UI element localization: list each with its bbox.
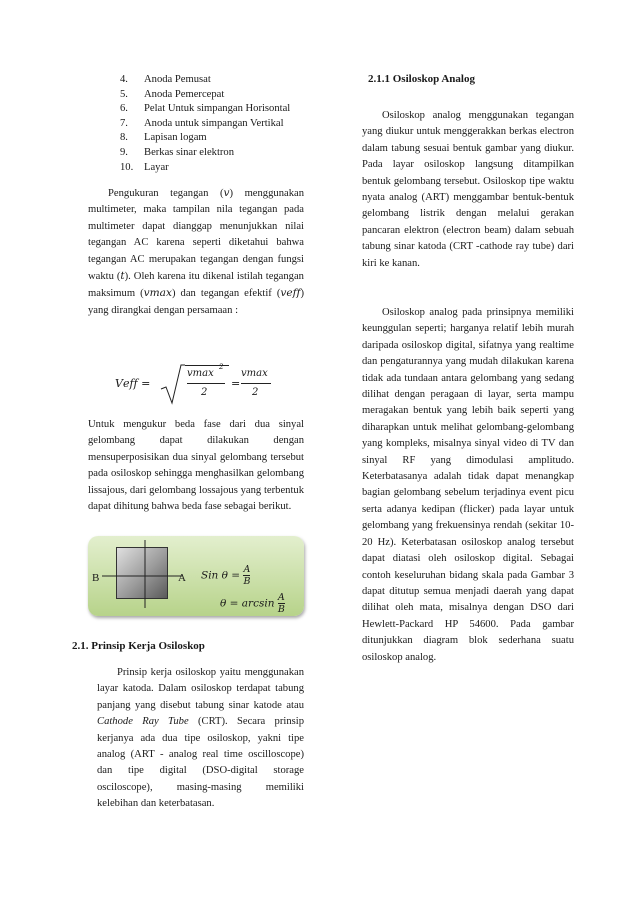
subsection-heading: 2.1.1 Osiloskop Analog [368,73,475,85]
list-item: 9. Berkas sinar elektron [120,146,235,158]
axes [102,540,182,608]
component-list [120,73,290,175]
section-heading: 2.1. Prinsip Kerja Osiloskop [72,640,205,652]
voltage-paragraph: Pengukuran tegangan (𝑣) menggunakan multimeter, maka tampilan nila tegangan pada multimeter dapat dianggap menunjukkan nilai tegangan AC karena seperti diketahui bahwa tegangan AC merupakan tegangan dengan fungsi waktu (𝑡). Oleh karena itu dikenal istilah tegangan maksimum (𝑣𝑚𝑎𝑥) dan tegangan efektif (𝑣𝑒𝑓𝑓) yang dirangkai dengan persamaan : [88,187,304,316]
lissajous-figure [88,536,304,616]
list-item: 10. Layar [120,161,169,173]
list-item: 7. Anoda untuk simpangan Vertikal [120,117,284,129]
arcsin-equation: 𝜃 = 𝑎𝑟𝑐𝑠𝑖𝑛 $\frac{\text{𝐴}}{\text{𝐵}}$ [220,592,285,615]
list-item: 4. Anoda Pemusat [120,74,211,85]
lissajous-paragraph: Untuk mengukur beda fase dari dua sinyal gelombang dapat dilakukan dengan mensuperposisikan dua sinyal gelombang tersebut pada osiloskop sehingga menghasilkan gelombang lissajous, dari gelombang lossajous yang terbentuk dapat dihitung bahwa beda fase sebagai berikut. [88,419,304,513]
analog-paragraph: Osiloskop analog menggunakan tegangan yang diukur untuk menggerakkan berkas electron dalam tabung sesuai bentuk gambar yang diukur. Pada layar osiloskop langsung ditampilkan bentuk gelombang tersebut. Osiloskop tipe waktu nyata analog (ART) menggambar bentuk-bentuk gelombang listrik dengan melalui gerakan pancaran elektron (electron beam) dalam sebuah tabung sinar katoda (CRT -cathode ray tube) dari kiri ke kanan. [362,110,574,269]
sin-equation: 𝑆𝑖𝑛 𝜃 = $\frac{\text{𝐴}}{\text{𝐵}}$ [201,564,251,587]
advantage-paragraph: Osiloskop analog pada prinsipnya memiliki keunggulan seperti; harganya relatif lebih murah daripada osiloskop digital, sifatnya yang realtime dan pengaturannya yang mudah dilakukan karena tidak ada tundaan antara gelombang yang sedang dilihat dengan peragaan di layar, serta mampu meragakan bentuk yang lebih baik seperti yang diharapkan untuk melihat gelombang-gelombang yang kompleks, misalnya sinyal video di TV dan sinyal RF yang dimodulasi amplitudo. Keterbatasanya adalah tidak dapat menangkap bagian gelombang sebelum terjadinya event picu serta adanya kedipan (flicker) pada layar untuk gelombang yang frekuensinya rendah (sekitar 10-20 Hz). Keterbatasan osiloskop analog tersebut dapat diatasi oleh osiloskop digital. Sebagai contoh keseluruhan bidang skala pada Gambar 3 dapat ditutup semua menjadi daerah yang dapat dilihat oleh mata, misalnya dengan DSO dari Hewlett-Packard HP 54600. Pada gambar ditunjukkan diagram blok sederhana suatu osiloskop analog. [362,307,574,663]
sqrt-symbol [159,363,185,405]
veff-formula: 𝑉𝑒𝑓𝑓 = 𝑣𝑚𝑎𝑥 2 2 = 𝑣𝑚𝑎𝑥 2 [115,363,265,407]
list-item: 6. Pelat Untuk simpangan Horisontal [120,103,291,115]
label-b: B [92,572,100,584]
principle-paragraph: Prinsip kerja osiloskop yaitu menggunakan layar katoda. Dalam osiloskop terdapat tabung panjang yang disebut tabung sinar katode atau Cathode Ray Tube (CRT). Secara prinsip kerjanya ada dua tipe osiloskop, yakni tipe analog (ART - analog real time oscilloscope) dan tipe digital (DSO-digital storage osciloscope), masing-masing memiliki kelebihan dan keterbatasan. [97,667,304,810]
list-item: 8. Lapisan logam [120,132,207,144]
list-item: 5. Anoda Pemercepat [120,88,225,100]
label-a: A [178,572,186,584]
